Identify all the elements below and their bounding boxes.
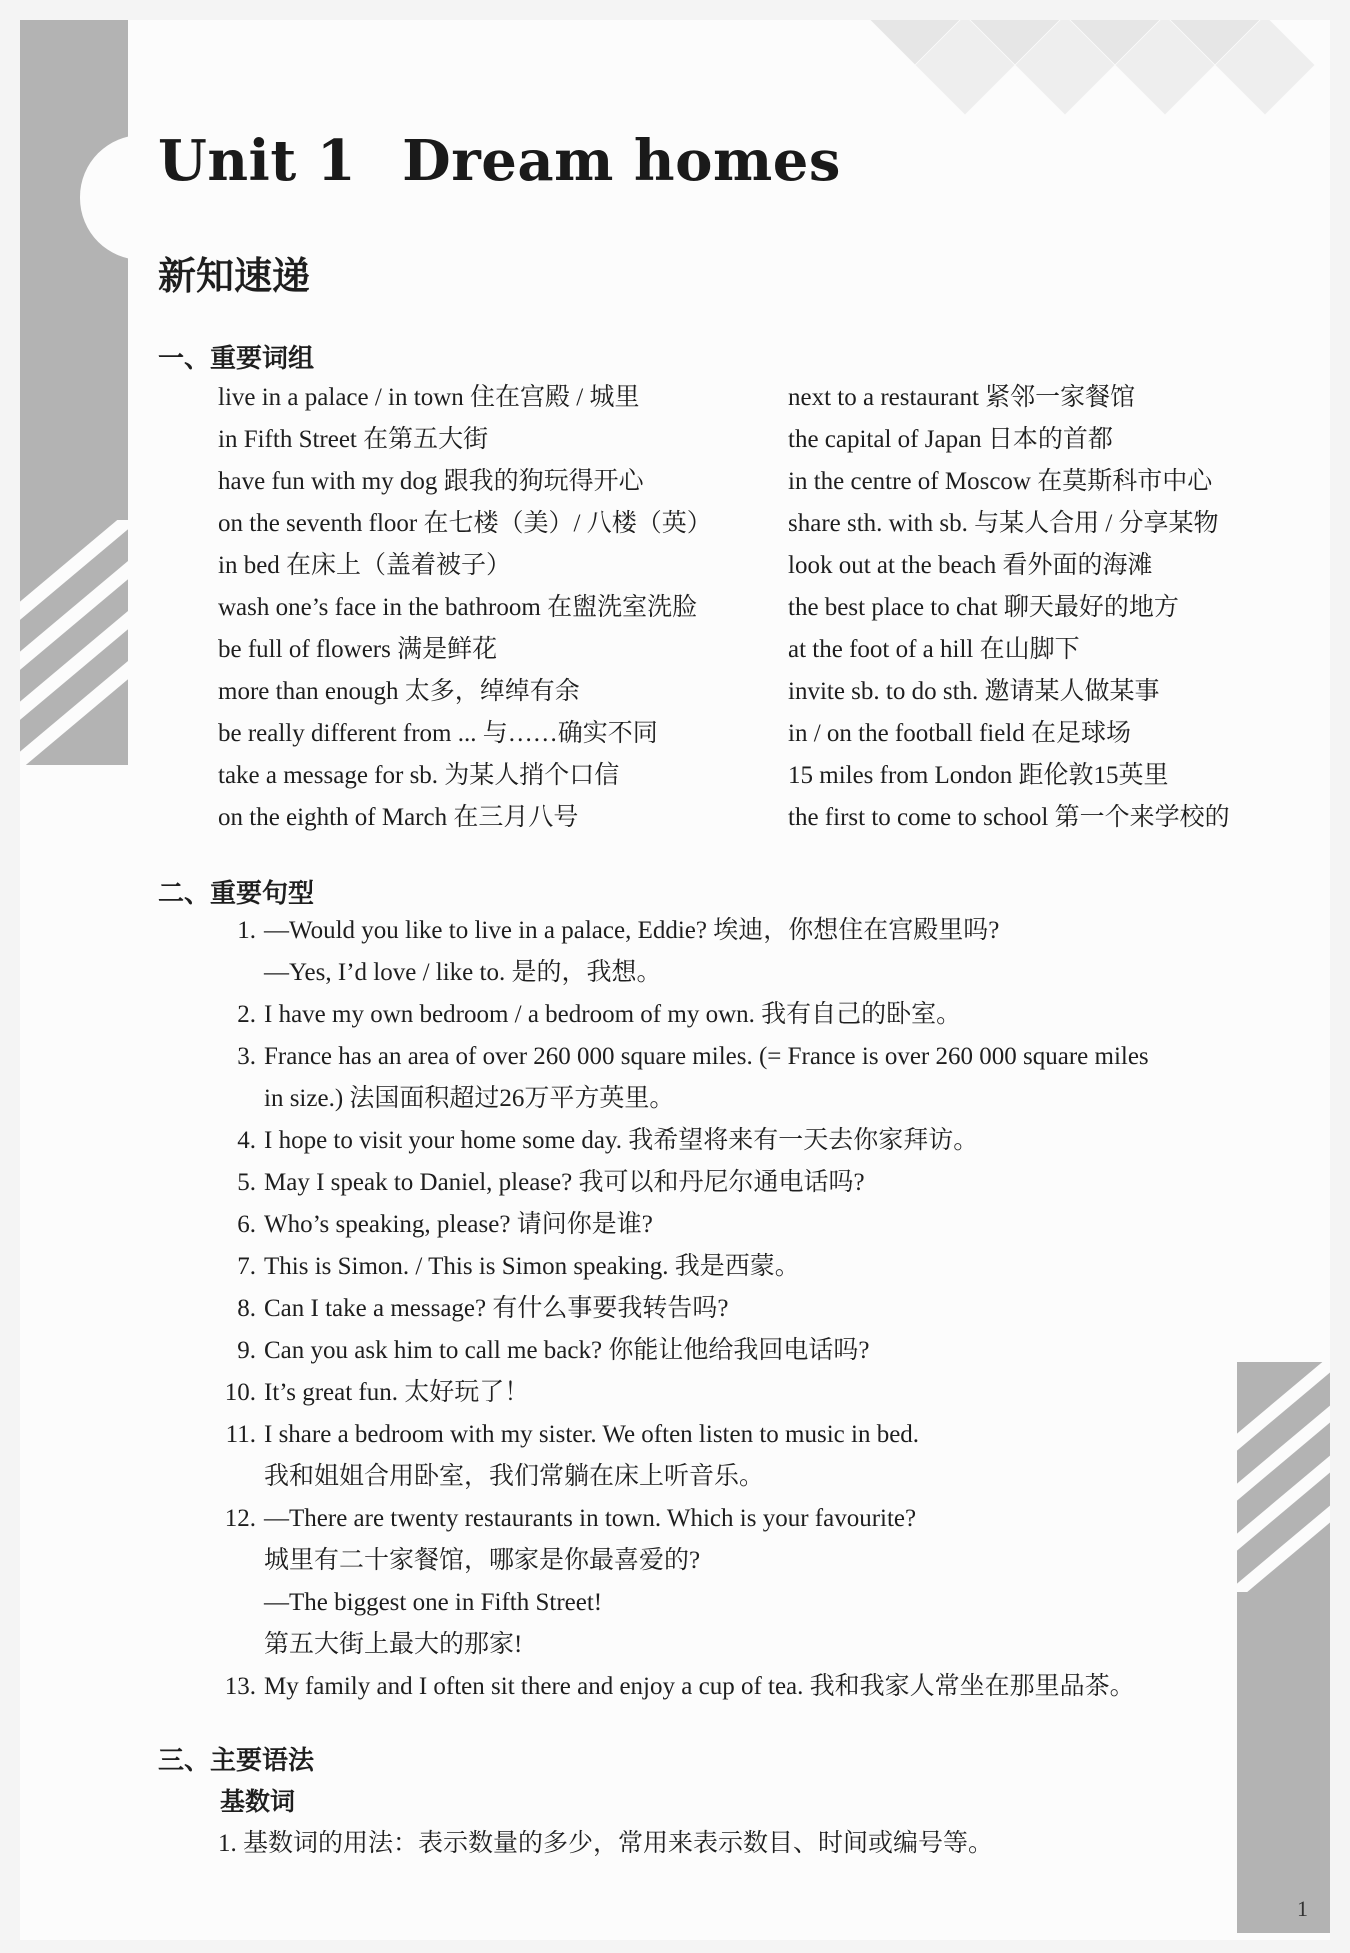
phrase-item: on the seventh floor 在七楼（美）/ 八楼（英） [218,510,712,537]
phrases-right-column [788,377,1230,839]
sentence-line: Can you ask him to call me back? 你能让他给我回电话吗? [264,1337,870,1364]
sentence-line: —There are twenty restaurants in town. Which is your favourite? [264,1505,917,1532]
sentence-number: 13. [224,1673,256,1700]
sentence-line: 城里有二十家餐馆，哪家是你最喜爱的? [264,1547,701,1574]
phrase-item: live in a palace / in town 住在宫殿 / 城里 [218,384,640,411]
section-title: 新知速递 [158,254,311,298]
sentence-number: 12. [224,1505,256,1532]
phrases-left-column [218,377,712,839]
phrase-item: the capital of Japan 日本的首都 [788,426,1113,453]
left-decoration-stripes [20,520,128,765]
sentence-number: 9. [237,1337,256,1364]
unit-title [158,128,841,194]
grammar-point: 1. 基数词的用法：表示数量的多少，常用来表示数目、时间或编号等。 [218,1830,994,1857]
phrase-item: the best place to chat 聊天最好的地方 [788,594,1179,621]
sentence-number: 1. [237,917,256,944]
phrase-item: on the eighth of March 在三月八号 [218,804,579,831]
phrase-item: have fun with my dog 跟我的狗玩得开心 [218,468,644,495]
sentence-line: I hope to visit your home some day. 我希望将来有一天去你家拜访。 [264,1127,979,1154]
unit-label: Unit 1 [158,128,357,194]
sentence-item [214,994,1254,1036]
sentence-line: in size.) 法国面积超过26万平方英里。 [264,1085,675,1112]
sentence-line: 第五大街上最大的那家! [264,1631,523,1658]
sentence-line: Who’s speaking, please? 请问你是谁? [264,1211,653,1238]
phrase-item: wash one’s face in the bathroom 在盥洗室洗脸 [218,594,698,621]
phrase-item: in / on the football field 在足球场 [788,720,1132,747]
phrase-item: look out at the beach 看外面的海滩 [788,552,1153,579]
phrase-item: the first to come to school 第一个来学校的 [788,804,1230,831]
sentence-number: 7. [237,1253,256,1280]
sentence-line: —Yes, I’d love / like to. 是的，我想。 [264,959,662,986]
phrase-item: 15 miles from London 距伦敦15英里 [788,762,1169,789]
sentence-item [214,1498,1254,1666]
sentence-number: 4. [237,1127,256,1154]
sentence-item [214,1204,1254,1246]
phrase-item: be full of flowers 满是鲜花 [218,636,498,663]
phrase-item: take a message for sb. 为某人捎个口信 [218,762,620,789]
top-decoration [860,20,1330,130]
sentence-number: 5. [237,1169,256,1196]
phrase-item: at the foot of a hill 在山脚下 [788,636,1080,663]
sentence-line: —The biggest one in Fifth Street! [264,1589,603,1616]
sentence-item [214,1120,1254,1162]
sentence-line: —Would you like to live in a palace, Eddie? 埃迪，你想住在宫殿里吗? [264,917,1000,944]
page-number: 1 [1297,1896,1308,1921]
sentence-line: I have my own bedroom / a bedroom of my own. 我有自己的卧室。 [264,1001,962,1028]
sentence-item [214,1372,1254,1414]
sentence-item [214,1246,1254,1288]
sentence-item [214,1414,1254,1498]
sentence-line: 我和姐姐合用卧室，我们常躺在床上听音乐。 [264,1463,765,1490]
sentence-number: 6. [237,1211,256,1238]
sentence-line: Can I take a message? 有什么事要我转告吗? [264,1295,729,1322]
sentence-item [214,1330,1254,1372]
phrase-item: share sth. with sb. 与某人合用 / 分享某物 [788,510,1219,537]
sentence-item [214,1162,1254,1204]
sentence-item [214,1666,1254,1708]
sentence-line: This is Simon. / This is Simon speaking. 我是西蒙。 [264,1253,800,1280]
phrase-item: be really different from ... 与……确实不同 [218,720,658,747]
phrase-item: invite sb. to do sth. 邀请某人做某事 [788,678,1160,705]
sentence-item [214,1288,1254,1330]
sentence-list [214,910,1254,1708]
phrase-item: in Fifth Street 在第五大街 [218,426,489,453]
phrase-item: more than enough 太多，绰绰有余 [218,678,580,705]
grammar-subheading: 基数词 [220,1787,296,1816]
sentence-number: 11. [225,1421,256,1448]
sentence-item [214,910,1254,994]
grammar-heading: 三、主要语法 [158,1746,315,1776]
phrase-item: in the centre of Moscow 在莫斯科市中心 [788,468,1213,495]
sentence-number: 3. [237,1043,256,1070]
sentence-number: 2. [237,1001,256,1028]
phrase-item: in bed 在床上（盖着被子） [218,552,512,579]
unit-name: Dream homes [402,128,841,194]
sentence-number: 10. [224,1379,256,1406]
phrases-heading: 一、重要词组 [158,344,315,374]
sentence-number: 8. [237,1295,256,1322]
sentences-heading: 二、重要句型 [158,879,315,909]
sentence-line: May I speak to Daniel, please? 我可以和丹尼尔通电话吗? [264,1169,865,1196]
sentence-item [214,1036,1254,1120]
phrase-item: next to a restaurant 紧邻一家餐馆 [788,384,1136,411]
sentence-line: France has an area of over 260 000 square miles. (= France is over 260 000 square miles [264,1043,1149,1070]
sentence-line: I share a bedroom with my sister. We often listen to music in bed. [264,1421,920,1448]
sentence-line: My family and I often sit there and enjoy a cup of tea. 我和我家人常坐在那里品茶。 [264,1673,1135,1700]
sentence-line: It’s great fun. 太好玩了！ [264,1379,530,1406]
